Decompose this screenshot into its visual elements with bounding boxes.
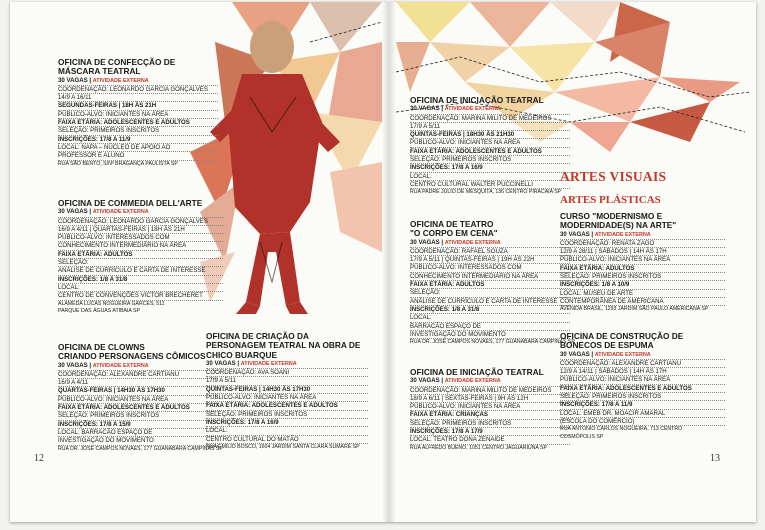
- block-detail-line: 16/9 A 4/11 | QUARTAS-FEIRAS | 18H ÀS 21H: [58, 226, 223, 234]
- vagas-line: 30 VAGAS | ATIVIDADE EXTERNA: [560, 231, 725, 240]
- vagas-line: 30 VAGAS | ATIVIDADE EXTERNA: [58, 208, 223, 217]
- external-activity-tag: ATIVIDADE EXTERNA: [92, 362, 149, 369]
- block-detail-line: INSCRIÇÕES: 17/8 A 11/9: [560, 401, 725, 409]
- block-detail-line: CENTRO CULTURAL WALTER PUCCINELLI: [410, 181, 570, 189]
- external-activity-tag: ATIVIDADE EXTERNA: [240, 360, 297, 367]
- block-detail-line: SEGUNDAS-FEIRAS | 18H ÀS 21H: [58, 102, 218, 110]
- block-detail-line: ANÁLISE DE CURRÍCULO E CARTA DE INTERESSE: [410, 298, 570, 306]
- block-title-line: OFICINA DE INICIAÇÃO TEATRAL: [410, 95, 544, 105]
- vagas-count: 30 VAGAS: [410, 105, 440, 113]
- block-bonecos: [560, 332, 725, 441]
- vagas-line: 30 VAGAS | ATIVIDADE EXTERNA: [58, 77, 218, 86]
- block-detail-line: CENTRO DE CONVENÇÕES VICTOR BRECHERET: [58, 292, 223, 300]
- block-detail-line: LOCAL: MUSEU DE ARTE: [560, 290, 725, 298]
- block-detail-line: SELEÇÃO: PRIMEIROS INSCRITOS: [560, 393, 725, 401]
- block-title-line: PERSONAGEM TEATRAL NA OBRA DE: [206, 340, 361, 351]
- page-number-left: 12: [34, 453, 44, 464]
- block-detail-line: 16/9 A 4/11: [58, 379, 218, 387]
- vagas-count: 30 VAGAS: [206, 359, 236, 367]
- block-detail-line: LOCAL: TEATRO DONA ZENAIDE: [410, 436, 570, 444]
- external-activity-tag: ATIVIDADE EXTERNA: [444, 378, 501, 385]
- block-address: RUA EMILIO BOSCO, 1604 JARDIM SANTA CLARA SUMARÉ SP: [206, 443, 360, 450]
- vagas-count: 30 VAGAS: [58, 208, 88, 216]
- block-detail-line: 12/9 A 28/11 | SÁBADOS | 14H ÀS 17H: [560, 248, 725, 256]
- subsection-heading: ARTES PLÁSTICAS: [560, 194, 661, 206]
- vagas-count: 30 VAGAS: [560, 230, 590, 238]
- block-title-line: OFICINA DE CRIAÇÃO DA: [206, 331, 309, 341]
- block-detail-line: FAIXA ETÁRIA: ADULTOS: [560, 265, 725, 273]
- block-iniciacao-2: [410, 368, 570, 452]
- block-commedia: [58, 199, 223, 315]
- block-detail-line: CONHECIMENTO INTERMEDIÁRIO NA ÁREA: [58, 242, 223, 250]
- block-modernismo: [560, 212, 725, 314]
- block-detail-line: COORDENAÇÃO: ALEXANDRE CARTIANU: [58, 371, 218, 379]
- block-detail-line: QUINTAS-FEIRAS | 18H30 ÀS 21H30: [410, 131, 570, 139]
- block-address: RUA DR. JOSÉ CAMPOS NOVAES, 177 GUANABARA CAMPINAS SP: [410, 339, 575, 346]
- block-address: AVENIDA BRASIL, 1293 JARDIM SÃO PAULO AMERICANA SP: [560, 306, 709, 313]
- block-detail-line: INSCRIÇÕES: 17/8 A 15/9: [58, 421, 218, 429]
- block-detail-line: PÚBLICO-ALVO: INICIANTES NA ÁREA: [410, 403, 570, 411]
- block-detail-line: INSCRIÇÕES: 17/8 A 16/9: [206, 419, 368, 427]
- block-detail-line: PÚBLICO-ALVO: INICIANTES NA ÁREA: [58, 396, 218, 404]
- block-detail-line: LOCAL: EMEB DR. MOACIR AMARAL: [560, 410, 725, 418]
- section-heading: ARTES VISUAIS: [560, 169, 667, 184]
- vagas-count: 30 VAGAS: [560, 350, 590, 358]
- external-activity-tag: ATIVIDADE EXTERNA: [444, 106, 501, 113]
- block-detail-line: SELEÇÃO: PRIMEIROS INSCRITOS: [410, 156, 570, 164]
- block-title-line: "O CORPO EM CENA": [410, 228, 498, 239]
- block-title-line: MÁSCARA TEATRAL: [58, 66, 141, 77]
- block-detail-line: PÚBLICO-ALVO: INTERESSADOS COM: [58, 234, 223, 242]
- block-detail-line: FAIXA ETÁRIA: CRIANÇAS: [410, 411, 570, 419]
- block-detail-line: PÚBLICO-ALVO: INICIANTES NA ÁREA: [560, 376, 725, 384]
- vagas-count: 30 VAGAS: [410, 238, 440, 246]
- block-title-line: OFICINA DE CLOWNS: [58, 342, 145, 352]
- block-detail-line: CONTEMPORÂNEA DE AMERICANA: [560, 298, 725, 306]
- magazine-spread: [10, 2, 756, 522]
- block-detail-line: LOCAL:: [410, 314, 570, 322]
- block-detail-line: 17/9 A 5/11: [206, 377, 368, 385]
- block-detail-line: PÚBLICO-ALVO: INICIANTES NA ÁREA: [560, 256, 725, 264]
- block-detail-line: INSCRIÇÕES: 1/8 A 31/8: [58, 276, 223, 284]
- block-detail-line: FAIXA ETÁRIA: ADOLESCENTES E ADULTOS: [58, 404, 218, 412]
- block-criacao: [206, 332, 368, 451]
- block-title-line: MODERNIDADE(S) NA ARTE": [560, 220, 677, 231]
- block-address: RUA PADRE JÚLIO DE MESQUITA, 136 CENTRO PIRACAIA SP: [410, 189, 562, 196]
- block-corpo: [410, 219, 575, 346]
- external-activity-tag: ATIVIDADE EXTERNA: [92, 77, 149, 84]
- block-address: ALAMEDA LUCAS NOGUEIRA GARCES, 511: [58, 300, 165, 307]
- external-activity-tag: ATIVIDADE EXTERNA: [594, 351, 651, 358]
- block-detail-line: QUARTAS-FEIRAS | 14H30 ÀS 17H30: [58, 387, 218, 395]
- block-detail-line: CENTRO CULTURAL DO MATÃO: [206, 436, 368, 444]
- block-address: COSMÓPOLIS SP: [560, 433, 604, 440]
- block-detail-line: INSCRIÇÕES: 17/8 A 11/9: [58, 136, 218, 144]
- vagas-count: 30 VAGAS: [58, 361, 88, 369]
- block-title-line: OFICINA DE TEATRO: [410, 219, 494, 229]
- block-detail-line: PÚBLICO-ALVO: INICIANTES NA ÁREA: [206, 394, 368, 402]
- block-detail-line: 12/9 A 14/11 | SÁBADOS | 14H ÀS 17H: [560, 368, 725, 376]
- block-detail-line: 17/9 A 5/11 | QUINTAS-FEIRAS | 19H ÀS 22H: [410, 256, 570, 264]
- block-detail-line: INSCRIÇÕES: 17/8 A 17/9: [410, 428, 570, 436]
- block-address: RUA DR. JOSÉ CAMPOS NOVAES, 177 GUANABARA CAMPINAS SP: [58, 445, 223, 452]
- block-detail-line: FAIXA ETÁRIA: ADOLESCENTES E ADULTOS: [206, 402, 368, 410]
- block-detail-line: FAIXA ETÁRIA: ADULTOS: [410, 281, 570, 289]
- block-detail-line: QUINTAS-FEIRAS | 14H30 ÀS 17H30: [206, 386, 368, 394]
- block-title-line: CHICO BUARQUE: [206, 349, 277, 360]
- block-detail-line: SELEÇÃO:: [410, 289, 570, 297]
- block-detail-line: LOCAL: NAPA – NÚCLEO DE APOIO AO: [58, 144, 218, 152]
- block-title-line: OFICINA DE INICIAÇÃO TEATRAL: [410, 367, 544, 377]
- block-detail-line: LOCAL:: [206, 427, 368, 435]
- vagas-line: 30 VAGAS | ATIVIDADE EXTERNA: [410, 105, 570, 114]
- block-detail-line: COORDENAÇÃO: RENATA ZAGO: [560, 240, 725, 248]
- vagas-line: 30 VAGAS | ATIVIDADE EXTERNA: [560, 351, 725, 360]
- page-number-right: 13: [710, 453, 720, 464]
- block-address: RUA ANTONIO CARLOS NOGUEIRA, 713 CENTRO: [560, 426, 683, 433]
- block-detail-line: (ESCOLA DO COMÉRCIO): [560, 418, 725, 426]
- block-title-line: OFICINA DE CONFECÇÃO DE: [58, 57, 176, 67]
- block-detail-line: FAIXA ETÁRIA: ADULTOS: [58, 251, 223, 259]
- block-detail-line: COORDENAÇÃO: AVA SOANI: [206, 369, 368, 377]
- block-detail-line: LOCAL: BARRACÃO ESPAÇO DE: [58, 429, 218, 437]
- block-detail-line: SELEÇÃO: PRIMEIROS INSCRITOS: [560, 273, 725, 281]
- block-title-line: OFICINA DE COMMEDIA DELL'ARTE: [58, 198, 203, 208]
- block-title-line: BONECOS DE ESPUMA: [560, 340, 654, 351]
- block-detail-line: LOCAL:: [410, 173, 570, 181]
- block-detail-line: FAIXA ETÁRIA: ADOLESCENTES E ADULTOS: [560, 385, 725, 393]
- block-detail-line: SELEÇÃO: PRIMEIROS INSCRITOS: [58, 412, 218, 420]
- block-detail-line: 17/9 A 5/11: [410, 123, 570, 131]
- block-detail-line: INSCRIÇÕES: 17/8 A 16/9: [410, 164, 570, 172]
- block-iniciacao-1: [410, 96, 570, 197]
- block-detail-line: SELEÇÃO: PRIMEIROS INSCRITOS: [410, 420, 570, 428]
- block-detail-line: COORDENAÇÃO: MARINA MILITO DE MEDEIROS: [410, 387, 570, 395]
- block-detail-line: SELEÇÃO: PRIMEIROS INSCRITOS: [58, 127, 218, 135]
- block-detail-line: PÚBLICO-ALVO: INTERESSADOS COM: [410, 264, 570, 272]
- block-detail-line: FAIXA ETÁRIA: ADOLESCENTES E ADULTOS: [58, 119, 218, 127]
- block-address: PARQUE DAS ÁGUAS ATIBAIA SP: [58, 307, 140, 314]
- vagas-line: 30 VAGAS | ATIVIDADE EXTERNA: [206, 360, 368, 369]
- external-activity-tag: ATIVIDADE EXTERNA: [594, 231, 651, 238]
- external-activity-tag: ATIVIDADE EXTERNA: [92, 209, 149, 216]
- block-detail-line: PÚBLICO-ALVO: INICIANTES NA ÁREA: [58, 111, 218, 119]
- block-address: RUA ALFREDO BUENO, 1051 CENTRO JAGUARIÚNA SP: [410, 444, 547, 451]
- block-detail-line: SELEÇÃO: PRIMEIROS INSCRITOS: [206, 411, 368, 419]
- block-detail-line: PÚBLICO-ALVO: INICIANTES NA ÁREA: [410, 139, 570, 147]
- block-detail-line: COORDENAÇÃO: ALEXANDRE CARTIANU: [560, 360, 725, 368]
- vagas-count: 30 VAGAS: [58, 76, 88, 84]
- vagas-line: 30 VAGAS | ATIVIDADE EXTERNA: [410, 239, 570, 248]
- block-detail-line: ANÁLISE DE CURRÍCULO E CARTA DE INTERESSE: [58, 267, 223, 275]
- block-detail-line: LOCAL:: [58, 284, 223, 292]
- block-detail-line: SELEÇÃO:: [58, 259, 223, 267]
- vagas-line: 30 VAGAS | ATIVIDADE EXTERNA: [58, 362, 218, 371]
- block-detail-line: INVESTIGAÇÃO DO MOVIMENTO: [58, 437, 218, 445]
- block-title-line: CURSO "MODERNISMO E: [560, 211, 663, 221]
- page-gutter: [382, 2, 396, 522]
- block-title-line: OFICINA DE CONSTRUÇÃO DE: [560, 331, 684, 341]
- block-detail-line: 18/9 A 6/11 | SEXTAS-FEIRAS | 9H ÀS 12H: [410, 395, 570, 403]
- block-detail-line: COORDENAÇÃO: MARINA MILITO DE MEDEIROS: [410, 115, 570, 123]
- block-detail-line: INSCRIÇÕES: 1/8 A 10/9: [560, 281, 725, 289]
- block-mascara: [58, 58, 218, 168]
- block-detail-line: INVESTIGAÇÃO DO MOVIMENTO: [410, 331, 570, 339]
- vagas-line: 30 VAGAS | ATIVIDADE EXTERNA: [410, 377, 570, 386]
- block-detail-line: PROFESSOR E ALUNO: [58, 152, 218, 160]
- external-activity-tag: ATIVIDADE EXTERNA: [444, 239, 501, 246]
- block-title-line: CRIANDO PERSONAGENS CÔMICOS: [58, 351, 206, 362]
- block-detail-line: FAIXA ETÁRIA: ADOLESCENTES E ADULTOS: [410, 148, 570, 156]
- block-address: RUA SÃO BENTO, S/Nº BRAGANÇA PAULISTA SP: [58, 160, 178, 167]
- block-detail-line: CONHECIMENTO INTERMEDIÁRIO NA ÁREA: [410, 273, 570, 281]
- block-detail-line: COORDENAÇÃO: LEONARDO GARCIA GONÇALVES: [58, 86, 218, 94]
- block-detail-line: COORDENAÇÃO: RAFAEL SOUZA: [410, 248, 570, 256]
- block-detail-line: BARRACÃO ESPAÇO DE: [410, 323, 570, 331]
- block-detail-line: 14/9 A 16/11: [58, 94, 218, 102]
- block-detail-line: COORDENAÇÃO: LEONARDO GARCIA GONÇALVES: [58, 218, 223, 226]
- block-detail-line: INSCRIÇÕES: 1/8 A 31/8: [410, 306, 570, 314]
- vagas-count: 30 VAGAS: [410, 377, 440, 385]
